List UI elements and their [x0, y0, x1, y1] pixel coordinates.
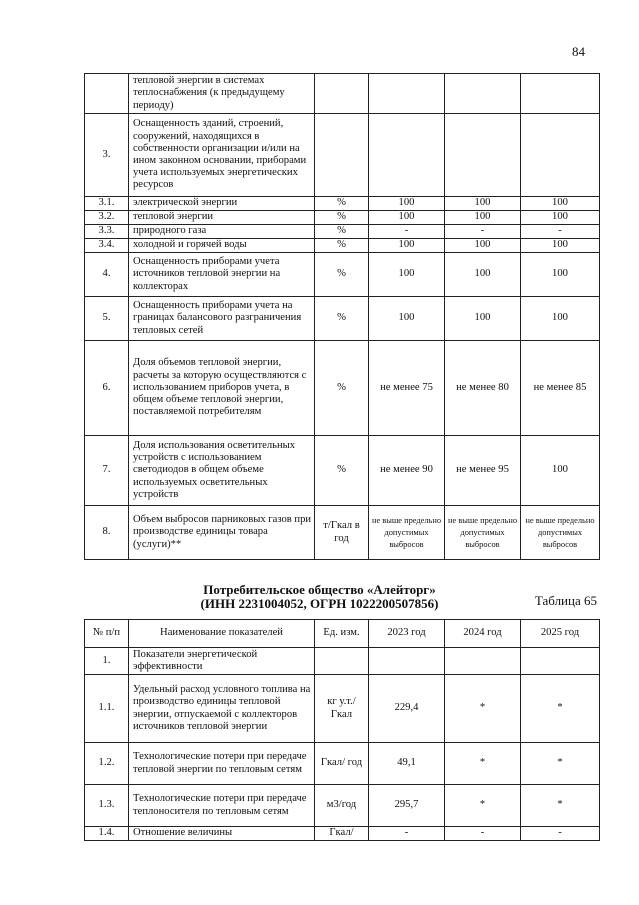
unit-cell: Гкал/ — [315, 827, 369, 841]
table-row — [85, 506, 600, 560]
page-number: 84 — [572, 44, 585, 59]
indicator-name: холодной и горячей воды — [129, 239, 315, 253]
value-2025: не менее 85 — [521, 341, 600, 436]
value-2024: * — [445, 785, 521, 827]
value-2023: 100 — [369, 197, 445, 211]
row-number: 1.1. — [85, 675, 129, 743]
organization-ids: (ИНН 2231004052, ОГРН 1022200507856) — [200, 596, 439, 611]
table-row — [85, 225, 600, 239]
row-number: 3. — [85, 114, 129, 197]
row-number: 1.2. — [85, 743, 129, 785]
value-2025: 100 — [521, 211, 600, 225]
table-row — [85, 211, 600, 225]
row-number: 8. — [85, 506, 129, 560]
value-2025: * — [521, 675, 600, 743]
table-row — [85, 785, 600, 827]
table-row — [85, 743, 600, 785]
indicator-name: Оснащенность приборами учета на границах балансового разграничения тепловых сетей — [129, 297, 315, 341]
value-2025: 100 — [521, 239, 600, 253]
table-row — [85, 341, 600, 436]
value-2023: 100 — [369, 253, 445, 297]
table-row — [85, 436, 600, 506]
indicator-name: Доля объемов тепловой энергии, расчеты за которую осуществляются с использованием приборов учета, в общем объеме тепловой энергии, поставляемой потребителям — [129, 341, 315, 436]
value-2025: * — [521, 785, 600, 827]
unit-cell: % — [315, 297, 369, 341]
row-number — [85, 74, 129, 114]
indicator-name: Отношение величины — [129, 827, 315, 841]
unit-cell: % — [315, 239, 369, 253]
indicator-name: Оснащенность зданий, строений, сооружений, находящихся в собственности организации и/или на ином законном основании, приборами учета используемых энергетических ресурсов — [129, 114, 315, 197]
energy-efficiency-table — [84, 619, 600, 841]
table-row — [85, 297, 600, 341]
row-number: 1. — [85, 648, 129, 675]
value-2023: 295,7 — [369, 785, 445, 827]
value-2023: - — [369, 827, 445, 841]
unit-cell: % — [315, 253, 369, 297]
row-number: 7. — [85, 436, 129, 506]
value-2023: - — [369, 225, 445, 239]
row-number: 3.1. — [85, 197, 129, 211]
unit-cell: т/Гкал в год — [315, 506, 369, 560]
table-row — [85, 74, 600, 114]
value-2024: - — [445, 225, 521, 239]
unit-cell: % — [315, 197, 369, 211]
row-number: 6. — [85, 341, 129, 436]
indicator-name: Удельный расход условного топлива на производство единицы тепловой энергии, отпускаемой с коллекторов источников тепловой энергии — [129, 675, 315, 743]
value-2023: 49,1 — [369, 743, 445, 785]
row-number: 3.3. — [85, 225, 129, 239]
indicator-name: природного газа — [129, 225, 315, 239]
table-row — [85, 648, 600, 675]
unit-cell — [315, 114, 369, 197]
value-2025: * — [521, 743, 600, 785]
organization-name: Потребительское общество «Алейторг» — [203, 582, 436, 597]
value-2025: 100 — [521, 197, 600, 211]
row-number: 3.4. — [85, 239, 129, 253]
value-2024: 100 — [445, 253, 521, 297]
value-2023: не выше предельно допустимых выбросов — [369, 506, 445, 560]
unit-cell: Гкал/ год — [315, 743, 369, 785]
table-row — [85, 675, 600, 743]
header-2023: 2023 год — [369, 620, 445, 648]
value-2024: 100 — [445, 239, 521, 253]
value-2024: 100 — [445, 211, 521, 225]
table-row — [85, 253, 600, 297]
row-number: 1.4. — [85, 827, 129, 841]
header-number: № п/п — [85, 620, 129, 648]
header-unit: Ед. изм. — [315, 620, 369, 648]
indicator-name: тепловой энергии в системах теплоснабжения (к предыдущему периоду) — [129, 74, 315, 114]
value-2023 — [369, 114, 445, 197]
indicator-name: Технологические потери при передаче теплоносителя по тепловым сетям — [129, 785, 315, 827]
value-2023: 100 — [369, 239, 445, 253]
unit-cell — [315, 648, 369, 675]
row-number: 4. — [85, 253, 129, 297]
indicator-name: Показатели энергетической эффективности — [129, 648, 315, 675]
value-2025: 100 — [521, 253, 600, 297]
value-2024: не выше предельно допустимых выбросов — [445, 506, 521, 560]
table-row — [85, 239, 600, 253]
table-label: Таблица 65 — [534, 593, 597, 608]
unit-cell — [315, 74, 369, 114]
indicator-name: Оснащенность приборами учета источников тепловой энергии на коллекторах — [129, 253, 315, 297]
value-2024: 100 — [445, 297, 521, 341]
table-row — [85, 197, 600, 211]
value-2023 — [369, 648, 445, 675]
indicators-table-continued — [84, 73, 600, 560]
value-2025: - — [521, 827, 600, 841]
value-2024: * — [445, 675, 521, 743]
value-2025 — [521, 648, 600, 675]
unit-cell: м3/год — [315, 785, 369, 827]
value-2024: не менее 80 — [445, 341, 521, 436]
unit-cell: % — [315, 436, 369, 506]
value-2024 — [445, 648, 521, 675]
table-header-row — [85, 620, 600, 648]
indicator-name: Доля использования осветительных устройств с использованием светодиодов в общем объеме используемых осветительных устройств — [129, 436, 315, 506]
row-number: 1.3. — [85, 785, 129, 827]
table-row — [85, 827, 600, 841]
value-2025 — [521, 74, 600, 114]
value-2025: не выше предельно допустимых выбросов — [521, 506, 600, 560]
value-2024 — [445, 74, 521, 114]
value-2025: 100 — [521, 436, 600, 506]
value-2025: 100 — [521, 297, 600, 341]
header-2025: 2025 год — [521, 620, 600, 648]
unit-cell: кг у.т./ Гкал — [315, 675, 369, 743]
row-number: 5. — [85, 297, 129, 341]
value-2024: - — [445, 827, 521, 841]
value-2024: * — [445, 743, 521, 785]
unit-cell: % — [315, 341, 369, 436]
value-2023: 229,4 — [369, 675, 445, 743]
value-2025: - — [521, 225, 600, 239]
value-2024: не менее 95 — [445, 436, 521, 506]
value-2024 — [445, 114, 521, 197]
value-2023 — [369, 74, 445, 114]
indicator-name: Технологические потери при передаче тепловой энергии по тепловым сетям — [129, 743, 315, 785]
header-name: Наименование показателей — [129, 620, 315, 648]
value-2023: не менее 75 — [369, 341, 445, 436]
value-2023: 100 — [369, 211, 445, 225]
indicator-name: тепловой энергии — [129, 211, 315, 225]
indicator-name: электрической энергии — [129, 197, 315, 211]
value-2023: 100 — [369, 297, 445, 341]
unit-cell: % — [315, 225, 369, 239]
row-number: 3.2. — [85, 211, 129, 225]
unit-cell: % — [315, 211, 369, 225]
table-row — [85, 114, 600, 197]
value-2025 — [521, 114, 600, 197]
value-2023: не менее 90 — [369, 436, 445, 506]
indicator-name: Объем выбросов парниковых газов при производстве единицы товара (услуги)** — [129, 506, 315, 560]
header-2024: 2024 год — [445, 620, 521, 648]
value-2024: 100 — [445, 197, 521, 211]
